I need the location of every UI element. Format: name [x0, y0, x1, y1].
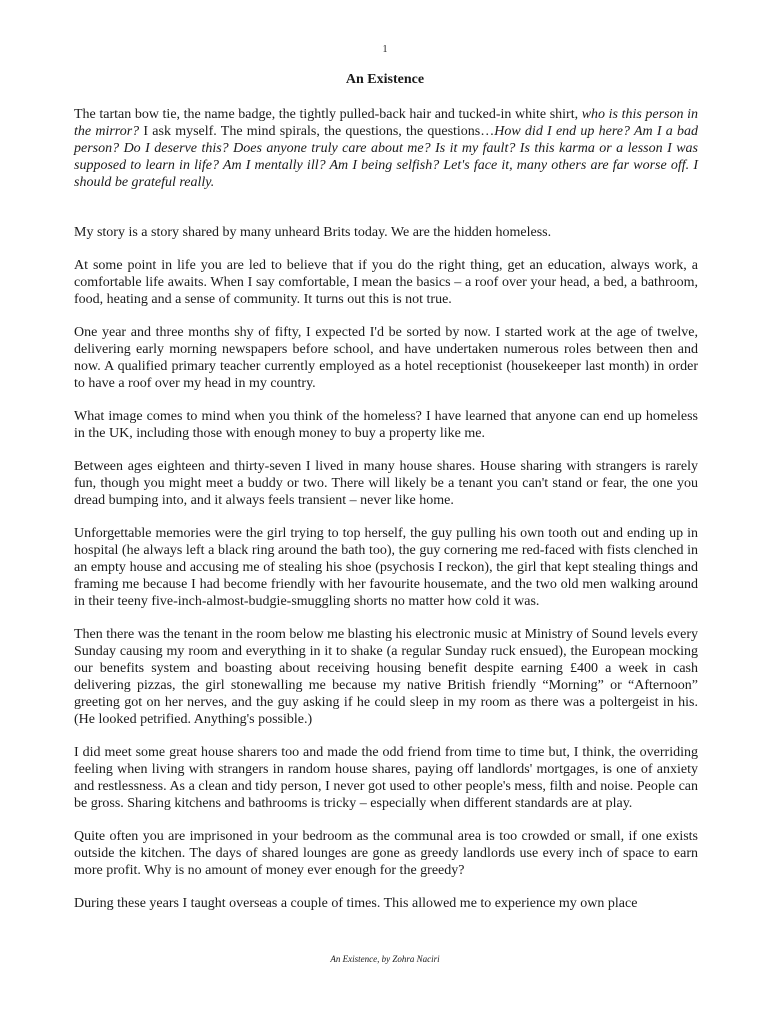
paragraph: At some point in life you are led to believe that if you do the right thing, get an education, always work, a comfortable life awaits. When I say comfortable, I mean the basics – a roof over your head, a bed, a bathroom, food, heating and a sense of community. It turns out this is not true.: [74, 258, 698, 307]
document-title: An Existence: [345, 72, 425, 87]
intro-italic-questions: How did I end up here? Am I a bad person? Do I deserve this? Does anyone truly care about me? Is it my fault? Is this karma or a lesson I was supposed to learn in life? Am I mentally ill? Am I being selfish? Let's face it, many others are far worse off. I should be grateful really.: [74, 124, 698, 190]
intro-plain-text: The tartan bow tie, the name badge, the tightly pulled-back hair and tucked-in white shirt,: [74, 107, 582, 122]
page-number: 1: [382, 44, 388, 55]
page-footer: An Existence, by Zohra Naciri: [330, 954, 440, 964]
paragraph: Between ages eighteen and thirty-seven I lived in many house shares. House sharing with strangers is rarely fun, though you might meet a buddy or two. There will likely be a tenant you can't stand or fear, the one you dread bumping into, and it always feels transient – never like home.: [74, 459, 698, 508]
intro-plain-text-2: I ask myself. The mind spirals, the questions, the questions…: [139, 124, 495, 139]
paragraph: Unforgettable memories were the girl trying to top herself, the guy pulling his own tooth out and ending up in hospital (he always left a black ring around the bath too), the guy cornering me red-faced with fists clenched in an empty house and accusing me of stealing his shoe (psychosis I reckon), the girl that kept stealing things and framing me because I had become friendly with her favourite housemate, and the two old men walking around in their teeny five-inch-almost-budgie-smuggling shorts no matter how cold it was.: [74, 526, 698, 609]
paragraph: What image comes to mind when you think of the homeless? I have learned that anyone can end up homeless in the UK, including those with enough money to buy a property like me.: [74, 409, 698, 441]
paragraph-continued: During these years I taught overseas a couple of times. This allowed me to experience my own place: [74, 896, 638, 911]
document-body: [74, 106, 698, 912]
paragraph: Then there was the tenant in the room below me blasting his electronic music at Ministry of Sound levels every Sunday causing my room and everything in it to shake (a regular Sunday ruck ensued), the European mocking our benefits system and boasting about receiving housing benefit despite earning £400 a week in cash delivering pizzas, the girl stonewalling me because my native British friendly “Morning” or “Afternoon” greeting got on her nerves, and the guy asking if he could sleep in my room as there was a poltergeist in his. (He looked petrified. Anything's possible.): [74, 627, 699, 727]
paragraph: My story is a story shared by many unheard Brits today. We are the hidden homeless.: [74, 225, 552, 240]
paragraph: One year and three months shy of fifty, I expected I'd be sorted by now. I started work at the age of twelve, delivering early morning newspapers before school, and have undertaken numerous roles between then and now. A qualified primary teacher currently employed as a hotel receptionist (housekeeper last month) in order to have a roof over my head in my country.: [74, 325, 698, 391]
paragraph: I did meet some great house sharers too and made the odd friend from time to time but, I think, the overriding feeling when living with strangers in random house shares, paying off landlords' mortgages, is one of anxiety and restlessness. As a clean and tidy person, I never got used to other people's mess, filth and noise. People can be gross. Sharing kitchens and bathrooms is tricky – especially when different standards are at play.: [74, 745, 698, 811]
paragraph: Quite often you are imprisoned in your bedroom as the communal area is too crowded or small, if one exists outside the kitchen. The days of shared lounges are gone as greedy landlords use every inch of space to earn more profit. Why is no amount of money ever enough for the greedy?: [74, 829, 698, 878]
intro-paragraph: [74, 106, 698, 191]
intro-italic-question: who is this person in the mirror?: [74, 107, 698, 139]
